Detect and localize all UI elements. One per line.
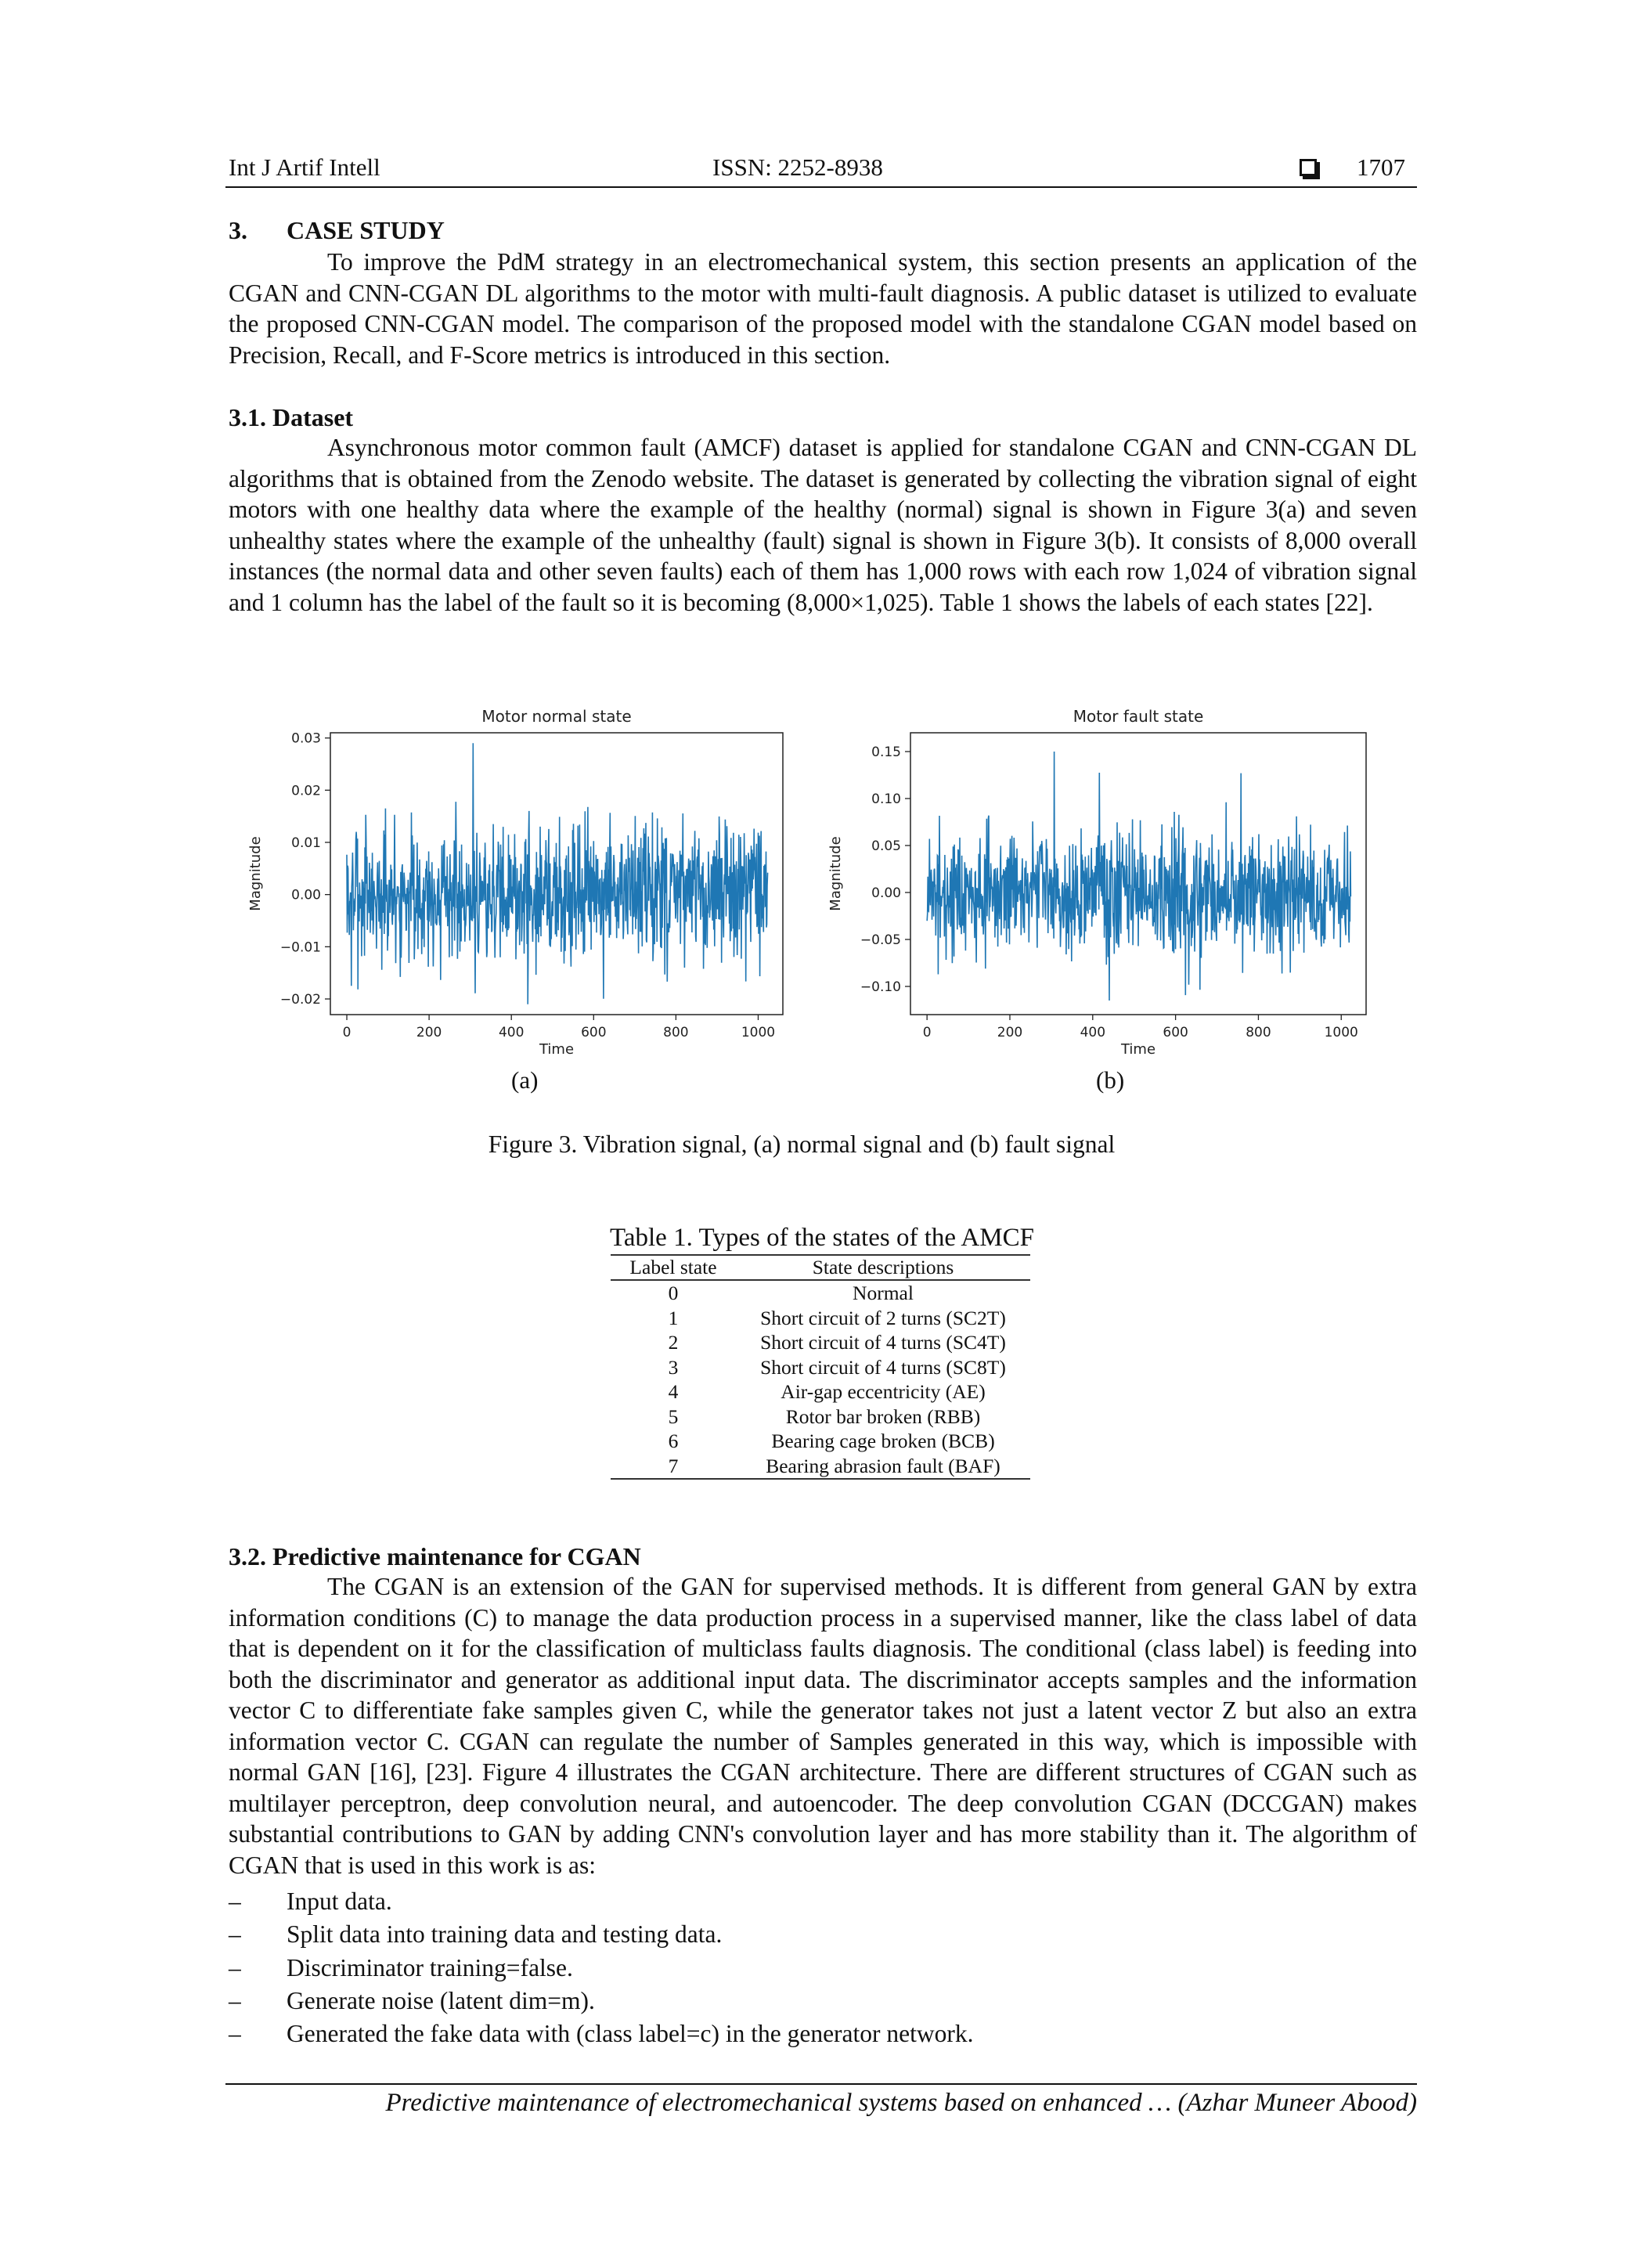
table-header-row [611,1255,1030,1280]
list-item [229,1952,974,1985]
column-header: Label state [611,1255,736,1280]
list-item-text: Generate noise (latent dim=m). [287,1986,595,2014]
y-tick-label: −0.01 [279,939,321,956]
table-cell: Bearing cage broken (BCB) [771,1430,995,1452]
table-cell: 7 [611,1454,736,1480]
x-tick-label: 200 [416,1025,442,1040]
x-tick-label: 200 [997,1025,1023,1040]
chart-normal-state [247,707,783,1058]
table-cell: Bearing abrasion fault (BAF) [736,1454,1030,1480]
y-tick-label: 0.15 [871,745,901,760]
paragraph-text: The CGAN is an extension of the GAN for supervised methods. It is different from general GAN by extra information conditions (C) to manage the data production process in a supervised manner, like the class label of data that is dependent on it for the classification of multiclass faults diagnosis. The conditional (class label) is feeding into both the discriminator and generator as additional input data. The discriminator accepts samples and the information vector C to differentiate fake samples given C, while the generator takes not just a latent vector Z but also an extra information vector C. CGAN can regulate the number of Samples generated in this way, which is impossible with normal GAN [16], [23]. Figure 4 illustrates the CGAN architecture. There are different structures of CGAN such as multilayer perceptron, deep convolution neural, and autoencoder. The deep convolution CGAN (DCCGAN) makes substantial contributions to GAN by adding CNN's convolution layer and has more stability than it. The algorithm of CGAN that is used in this work is as: [229,1573,1417,1879]
y-tick-label: 0.00 [871,885,901,901]
chart-title: Motor normal state [481,707,632,726]
list-item-text: Input data. [287,1888,392,1915]
y-tick-label: −0.02 [279,992,321,1008]
y-tick-label: 0.00 [291,887,321,903]
table-row [611,1379,1030,1404]
figure-label-b: (b) [1096,1066,1125,1094]
bullet-dash: – [229,2020,241,2048]
paragraph-text: Asynchronous motor common fault (AMCF) dataset is applied for standalone CGAN and CNN-CGAN DL algorithms that is obtained from the Zenodo website. The dataset is generated by collecting the vibration signal of eight motors with one healthy data where the example of the healthy (normal) signal is shown in Figure 3(a) and seven unhealthy states where the example of the unhealthy (fault) signal is shown in Figure 3(b). It consists of 8,000 overall instances (the normal data and other seven faults) each of them has 1,000 rows with each row 1,024 of vibration signal and 1 column has the label of the fault so it is becoming (8,000×1,025). Table 1 shows the labels of each states [22]. [229,434,1417,616]
table-cell: 5 [668,1404,679,1428]
y-tick-label: 0.03 [291,730,321,747]
y-axis-label: Magnitude [827,836,844,911]
x-tick-label: 600 [581,1025,607,1040]
bullet-dash: – [229,1920,241,1949]
running-header-issn: ISSN: 2252-8938 [712,153,883,181]
table-cell: 4 [668,1380,679,1403]
page-marker-box-icon [1300,159,1317,176]
column-header: State descriptions [736,1255,1030,1280]
table-cell: Short circuit of 2 turns (SC2T) [760,1306,1006,1329]
table-caption: Table 1. Types of the states of the AMCF [610,1224,1034,1252]
table-cell: 2 [668,1331,679,1354]
list-item [229,1885,974,1918]
table-cell: Air-gap eccentricity (AE) [781,1380,986,1403]
x-tick-label: 0 [342,1025,352,1040]
figure-3-charts [247,705,1393,1061]
list-item [229,2017,974,2050]
table-cell: 6 [668,1430,679,1452]
section-3-1-paragraph [229,432,1417,618]
table-cell: Rotor bar broken (RBB) [785,1404,981,1428]
list-item [229,1985,974,2017]
signal-line-series [927,752,1350,1001]
footer-rule [225,2083,1417,2085]
table-row [611,1280,1030,1306]
x-axis-label: Time [539,1041,575,1058]
table-row [611,1330,1030,1355]
x-tick-label: 400 [1080,1025,1106,1040]
table-cell: Short circuit of 4 turns (SC4T) [760,1331,1006,1354]
section-3-1-title: 3.1. Dataset [229,403,354,431]
x-tick-label: 1000 [1324,1025,1358,1040]
y-tick-label: 0.01 [291,835,321,851]
section-3-2-title: 3.2. Predictive maintenance for CGAN [229,1542,641,1570]
paragraph-text: To improve the PdM strategy in an electromechanical system, this section presents an application of the CGAN and CNN-CGAN DL algorithms to the motor with multi-fault diagnosis. A public dataset is utilized to evaluate the proposed CNN-CGAN model. The comparison of the proposed model with the standalone CGAN model based on Precision, Recall, and F-Score metrics is introduced in this section. [229,248,1417,369]
table-row [611,1306,1030,1331]
x-tick-label: 400 [498,1025,525,1040]
x-tick-label: 0 [922,1025,932,1040]
list-item-text: Split data into training data and testing data. [287,1920,723,1949]
y-axis-label: Magnitude [247,836,264,911]
y-tick-label: −0.10 [860,979,901,995]
bullet-dash: – [229,1986,241,2014]
chart-title: Motor fault state [1073,707,1204,726]
table-row [611,1454,1030,1480]
algorithm-steps-list [229,1885,974,2050]
table-states [611,1254,1030,1480]
list-item [229,1918,974,1951]
x-tick-label: 800 [663,1025,689,1040]
section-3-number: 3. [229,216,247,244]
running-footer: Predictive maintenance of electromechanical systems based on enhanced … (Azhar Muneer Abood) [385,2089,1417,2117]
y-tick-label: 0.05 [871,838,901,854]
table-row [611,1429,1030,1454]
table-cell: 3 [668,1355,679,1379]
x-axis-label: Time [1120,1041,1156,1058]
list-item-text: Discriminator training=false. [287,1953,573,1981]
table-cell: Short circuit of 4 turns (SC8T) [760,1355,1006,1379]
bullet-dash: – [229,1953,241,1981]
figure-caption: Figure 3. Vibration signal, (a) normal signal and (b) fault signal [488,1130,1116,1158]
y-tick-label: 0.02 [291,783,321,799]
signal-line-series [347,743,768,1004]
y-tick-label: 0.10 [871,791,901,807]
x-tick-label: 600 [1163,1025,1188,1040]
figure-label-a: (a) [511,1066,539,1094]
section-3-paragraph [229,247,1417,370]
table-cell: Normal [853,1282,914,1304]
table-row [611,1355,1030,1380]
table-row [611,1404,1030,1430]
x-tick-label: 800 [1246,1025,1271,1040]
table-cell: 1 [668,1306,679,1329]
table-cell: 0 [668,1282,679,1304]
section-3-2-paragraph [229,1571,1417,1880]
x-tick-label: 1000 [741,1025,776,1040]
header-rule [225,186,1417,188]
page-number: 1707 [1357,153,1405,181]
list-item-text: Generated the fake data with (class label=c) in the generator network. [287,2020,974,2048]
section-3-title: CASE STUDY [287,216,445,244]
y-tick-label: −0.05 [860,932,901,948]
chart-fault-state [827,707,1366,1058]
running-header-journal: Int J Artif Intell [229,153,380,181]
bullet-dash: – [229,1888,241,1915]
